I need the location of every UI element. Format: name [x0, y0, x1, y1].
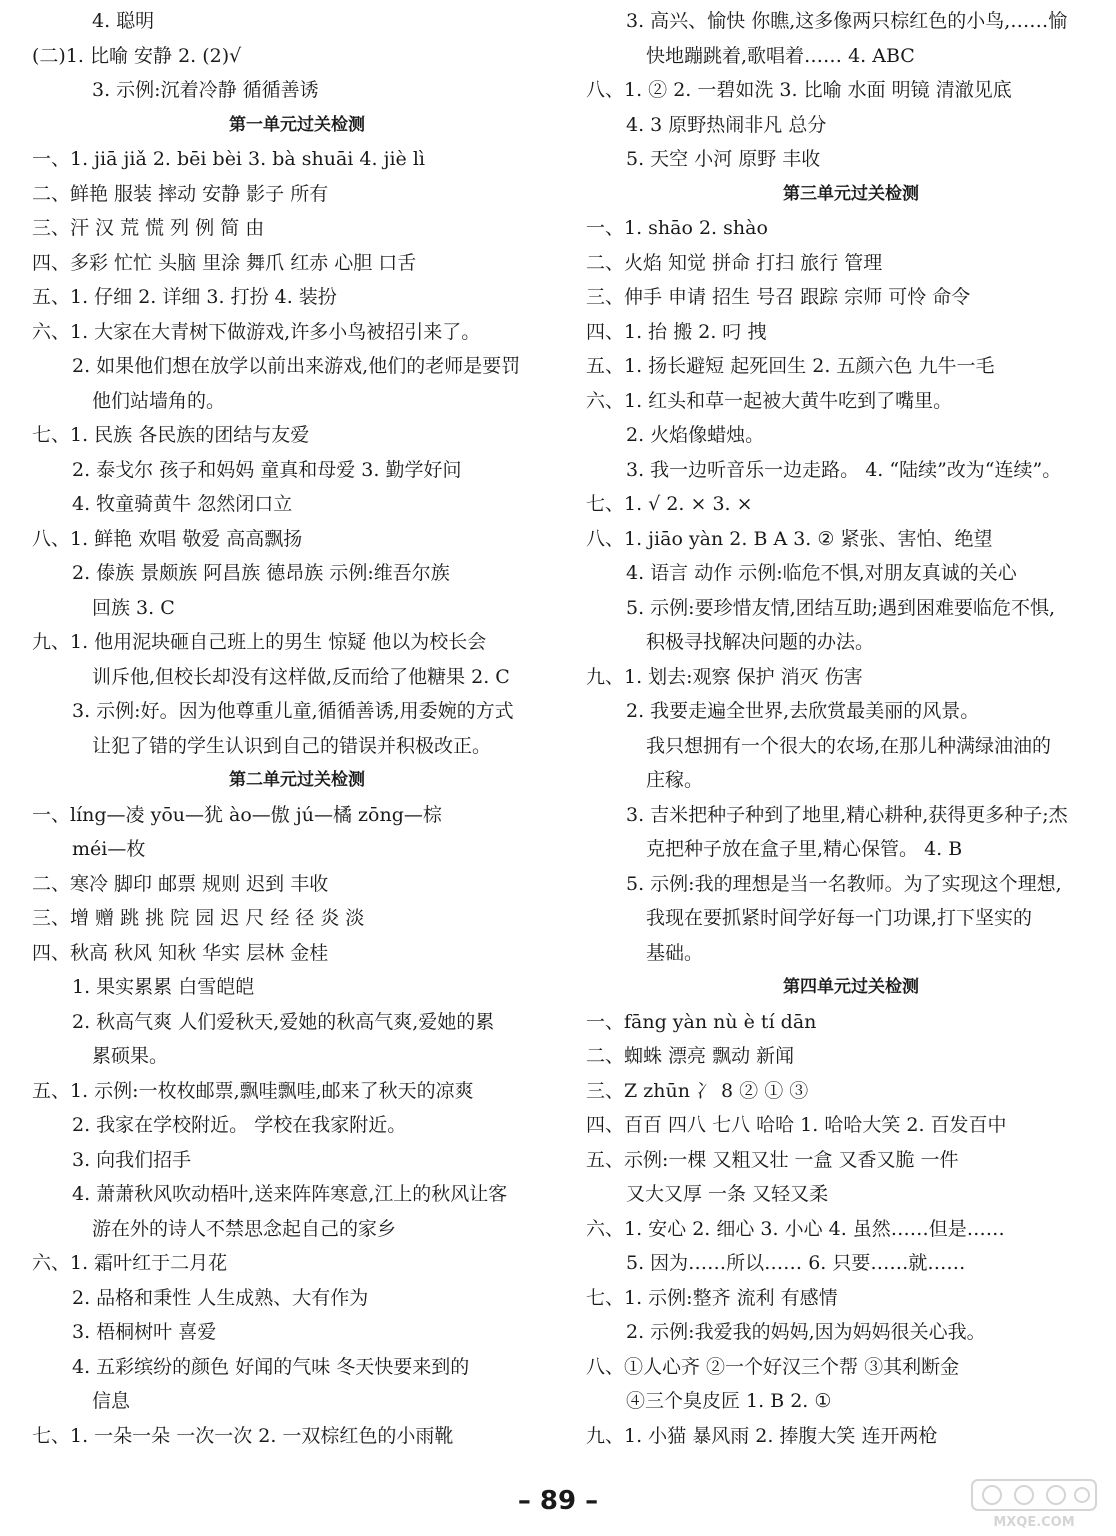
answer-line: 二、火焰 知觉 拼命 打扫 旅行 管理	[586, 251, 883, 274]
answer-line: 一、1. shāo 2. shào	[586, 217, 768, 239]
answer-line: 七、1. 示例:整齐 流利 有感情	[586, 1286, 838, 1309]
page-number: – 89 –	[517, 1486, 599, 1516]
answer-line: 5. 因为……所以…… 6. 只要……就……	[626, 1252, 966, 1274]
answer-line: 2. 我要走遍全世界,去欣赏最美丽的风景。	[626, 700, 980, 722]
answer-line: 五、示例:一棵 又粗又壮 一盒 又香又脆 一件	[586, 1148, 959, 1171]
answer-line: 五、1. 扬长避短 起死回生 2. 五颜六色 九牛一毛	[586, 355, 995, 377]
answer-line: 七、1. 一朵一朵 一次一次 2. 一双棕红色的小雨靴	[32, 1424, 454, 1447]
answer-line: 2. 品格和秉性 人生成熟、大有作为	[72, 1286, 369, 1309]
answer-line: 3. 向我们招手	[72, 1148, 192, 1171]
answer-line: 信息	[92, 1390, 131, 1412]
section-heading: 第三单元过关检测	[783, 183, 919, 204]
answer-line: 4. 萧萧秋风吹动梧叶,送来阵阵寒意,江上的秋风让客	[72, 1183, 508, 1205]
answer-line: 2. 火焰像蜡烛。	[626, 424, 765, 446]
answer-line: 他们站墙角的。	[92, 389, 226, 412]
answer-line: 庄稼。	[646, 769, 704, 791]
section-heading: 第一单元过关检测	[229, 114, 365, 135]
answer-line: 四、百百 四八 七八 哈哈 1. 哈哈大笑 2. 百发百中	[586, 1114, 1007, 1136]
answer-line: ④三个臭皮匠 1. B 2. ①	[626, 1390, 832, 1412]
answer-line: 四、秋高 秋风 知秋 华实 层林 金桂	[32, 941, 329, 964]
answer-line: 三、Z zhūn 冫 8 ② ① ③	[586, 1079, 809, 1102]
answer-line: 二、蜘蛛 漂亮 飘动 新闻	[586, 1045, 795, 1067]
answer-line: 3. 吉米把种子种到了地里,精心耕种,获得更多种子;杰	[626, 803, 1068, 826]
answer-line: 克把种子放在盒子里,精心保管。 4. B	[646, 838, 963, 860]
answer-line: 2. 示例:我爱我的妈妈,因为妈妈很关心我。	[626, 1321, 986, 1343]
answer-line: (二)1. 比喻 安静 2. (2)√	[32, 44, 242, 67]
answer-line: 二、寒冷 脚印 邮票 规则 迟到 丰收	[32, 872, 329, 895]
answer-line: 4. 3 原野热闹非凡 总分	[626, 113, 827, 136]
answer-line: 七、1. √ 2. × 3. ×	[586, 493, 753, 515]
answer-line: 八、1. jiāo yàn 2. B A 3. ② 紧张、害怕、绝望	[586, 527, 993, 550]
answer-line: 八、1. ② 2. 一碧如洗 3. 比喻 水面 明镜 清澈见底	[586, 79, 1012, 101]
answer-line: 九、1. 划去:观察 保护 消灭 伤害	[586, 665, 863, 688]
answer-line: 3. 示例:好。因为他尊重儿童,循循善诱,用委婉的方式	[72, 700, 514, 722]
answer-line: 2. 秋高气爽 人们爱秋天,爱她的秋高气爽,爱她的累	[72, 1010, 495, 1033]
answer-line: 四、1. 抬 搬 2. 叼 拽	[586, 320, 767, 343]
answer-line: 5. 示例:要珍惜友情,团结互助;遇到困难要临危不惧,	[626, 596, 1056, 619]
answer-line: 3. 梧桐树叶 喜爱	[72, 1321, 217, 1343]
answer-line: 六、1. 安心 2. 细心 3. 小心 4. 虽然……但是……	[586, 1217, 1005, 1240]
answer-line: 五、1. 仔细 2. 详细 3. 打扮 4. 装扮	[32, 286, 337, 308]
answer-line: 5. 示例:我的理想是当一名教师。为了实现这个理想,	[626, 872, 1062, 895]
answer-line: 2. 傣族 景颇族 阿昌族 德昂族 示例:维吾尔族	[72, 562, 450, 584]
answer-line: 四、多彩 忙忙 头脑 里涂 舞爪 红赤 心胆 口舌	[32, 251, 417, 274]
answer-line: 5. 天空 小河 原野 丰收	[626, 148, 821, 170]
watermark-logo-icon	[970, 1478, 1098, 1530]
answer-line: 我只想拥有一个很大的农场,在那儿种满绿油油的	[646, 734, 1052, 757]
answer-line: 六、1. 霜叶红于二月花	[32, 1252, 228, 1274]
answer-line: 三、汗 汉 荒 慌 列 例 简 由	[32, 217, 265, 239]
answer-line: 基础。	[646, 941, 704, 964]
answer-line: 六、1. 大家在大青树下做游戏,许多小鸟被招引来了。	[32, 320, 481, 343]
answer-line: 4. 语言 动作 示例:临危不惧,对朋友真诚的关心	[626, 562, 1017, 584]
section-heading: 第四单元过关检测	[783, 977, 919, 997]
answer-line: 三、伸手 申请 招生 号召 跟踪 宗师 可怜 命令	[586, 286, 971, 308]
answer-line: 一、líng—凌 yōu—犹 ào—傲 jú—橘 zōng—棕	[32, 803, 442, 826]
answer-line: 积极寻找解决问题的办法。	[646, 631, 875, 653]
answer-line: 八、1. 鲜艳 欢唱 敬爱 高高飘扬	[32, 527, 303, 550]
answer-line: 我现在要抓紧时间学好每一门功课,打下坚实的	[646, 907, 1033, 929]
watermark-text: MXQE.COM	[993, 1515, 1075, 1530]
answer-line: 八、①人心齐 ②一个好汉三个帮 ③其利断金	[586, 1355, 960, 1378]
answer-line: 4. 五彩缤纷的颜色 好闻的气味 冬天快要来到的	[72, 1355, 470, 1378]
answer-line: 训斥他,但校长却没有这样做,反而给了他糖果 2. C	[92, 665, 510, 688]
answer-line: 九、1. 他用泥块砸自己班上的男生 惊疑 他以为校长会	[32, 631, 487, 653]
left-column	[32, 4, 562, 1453]
right-column	[586, 4, 1116, 1453]
answer-line: 二、鲜艳 服装 摔动 安静 影子 所有	[32, 182, 329, 205]
answer-line: 游在外的诗人不禁思念起自己的家乡	[92, 1217, 397, 1240]
answer-line: 又大又厚 一条 又轻又柔	[626, 1183, 829, 1205]
answer-line: 1. 果实累累 白雪皑皑	[72, 976, 255, 998]
answer-line: 3. 我一边听音乐一边走路。 4. “陆续”改为“连续”。	[626, 458, 1062, 481]
answer-line: 4. 聪明	[92, 10, 155, 32]
answer-line: 三、增 赠 跳 挑 院 园 迟 尺 经 径 炎 淡	[32, 907, 365, 929]
answer-line: 一、fāng yàn nù è tí dān	[586, 1010, 817, 1033]
answer-line: méi—枚	[72, 838, 146, 860]
answer-line: 九、1. 小猫 暴风雨 2. 捧腹大笑 连开两枪	[586, 1424, 938, 1447]
answer-line: 一、1. jiā jiǎ 2. bēi bèi 3. bà shuāi 4. jiè lì	[32, 148, 425, 170]
section-heading: 第二单元过关检测	[229, 770, 365, 790]
answer-line: 五、1. 示例:一枚枚邮票,飘哇飘哇,邮来了秋天的凉爽	[32, 1079, 474, 1102]
answer-line: 累硕果。	[92, 1045, 169, 1067]
answer-line: 4. 牧童骑黄牛 忽然闭口立	[72, 493, 293, 515]
answer-line: 回族 3. C	[92, 596, 175, 619]
answer-line: 2. 我家在学校附近。 学校在我家附近。	[72, 1114, 407, 1136]
answer-line: 2. 如果他们想在放学以前出来游戏,他们的老师是要罚	[72, 355, 521, 377]
answer-line: 六、1. 红头和草一起被大黄牛吃到了嘴里。	[586, 389, 953, 412]
answer-line: 七、1. 民族 各民族的团结与友爱	[32, 424, 310, 446]
answer-line: 2. 泰戈尔 孩子和妈妈 童真和母爱 3. 勤学好问	[72, 458, 462, 481]
answer-line: 3. 示例:沉着冷静 循循善诱	[92, 79, 319, 101]
answer-line: 让犯了错的学生认识到自己的错误并积极改正。	[92, 734, 492, 757]
answer-line: 3. 高兴、愉快 你瞧,这多像两只棕红色的小鸟,……愉	[626, 10, 1068, 32]
answer-line: 快地蹦跳着,歌唱着…… 4. ABC	[646, 44, 915, 67]
